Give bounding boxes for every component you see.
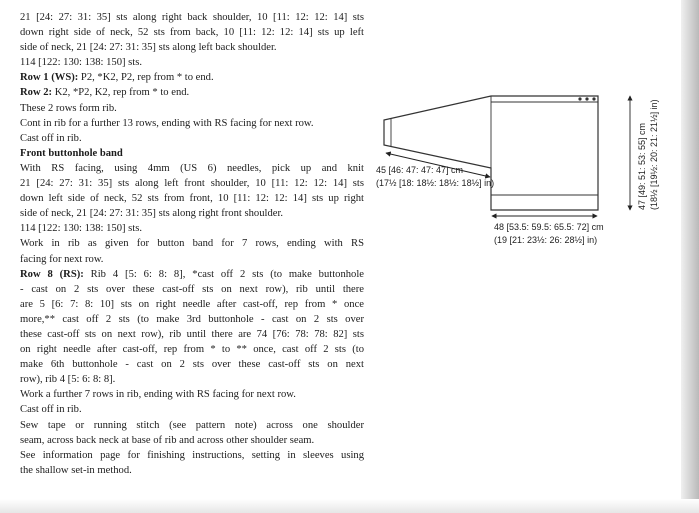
line-text: down right side of neck, 52 sts from back, 10 [11: 12: 12: 14] sts up left xyxy=(20,27,364,39)
pattern-line xyxy=(20,131,364,146)
pattern-line xyxy=(20,161,364,176)
width-in: (19 [21: 23½: 26: 28½] in) xyxy=(494,235,598,245)
line-text: K2, *P2, K2, rep from * to end. xyxy=(54,87,190,99)
pattern-line xyxy=(20,191,364,206)
sleeve-length-in: (17½ [18: 18½: 18½: 18½] in) xyxy=(376,178,495,188)
line-text: make 6th buttonhole - cast on 2 sts over these cast-off sts on next xyxy=(20,359,364,371)
line-text: row), rib 4 [5: 6: 8: 8]. xyxy=(20,374,116,386)
pattern-line xyxy=(20,463,364,478)
pattern-line xyxy=(20,418,364,433)
line-text: See information page for finishing instructions, setting in sleeves using xyxy=(20,449,364,461)
line-text: seam, across back neck at base of rib and across other shoulder seam. xyxy=(20,434,315,446)
line-text: side of neck, 21 [24: 27: 31: 35] sts along left back shoulder. xyxy=(20,42,277,54)
length-cm: 47 [49: 51: 53: 55] cm xyxy=(637,122,647,210)
line-text: 21 [24: 27: 31: 35] sts along right back shoulder, 10 [11: 12: 12: 14] sts xyxy=(20,12,364,23)
pattern-line xyxy=(20,10,364,25)
pattern-line xyxy=(20,25,364,40)
line-text: the shallow set-in method. xyxy=(20,464,132,476)
line-text: Sew tape or running stitch (see pattern note) across one shoulder xyxy=(20,419,364,431)
line-text: 114 [122: 130: 138: 150] sts. xyxy=(20,223,143,235)
pattern-line xyxy=(20,327,364,342)
pattern-line xyxy=(20,221,364,236)
line-text: Front buttonhole band xyxy=(20,147,123,159)
pattern-line xyxy=(20,267,364,282)
line-text: Rib 4 [5: 6: 8: 8], *cast off 2 sts (to make buttonhole xyxy=(90,268,365,280)
pattern-line xyxy=(20,312,364,327)
garment-schematic xyxy=(366,80,676,260)
page-gutter-shadow xyxy=(681,0,699,513)
pattern-line xyxy=(20,236,364,251)
pattern-line xyxy=(20,55,364,70)
line-text: down left side of neck, 52 sts from front, 10 [11: 12: 12: 14] sts up right xyxy=(20,193,364,205)
pattern-line xyxy=(20,101,364,116)
line-text: Cast off in rib. xyxy=(20,404,82,416)
pattern-line xyxy=(20,433,364,448)
shoulder-button-icon xyxy=(585,97,588,100)
pattern-line xyxy=(20,448,364,463)
line-text: 21 [24: 27: 31: 35] sts along left front shoulder, 10 [11: 12: 12: 14] sts xyxy=(20,178,364,190)
pattern-line xyxy=(20,342,364,357)
pattern-instructions xyxy=(20,10,364,478)
line-text: Cast off in rib. xyxy=(20,132,82,144)
line-text: Cont in rib for a further 13 rows, ending with RS facing for next row. xyxy=(20,117,314,129)
pattern-line xyxy=(20,252,364,267)
line-text: These 2 rows form rib. xyxy=(20,102,117,114)
line-text: P2, *K2, P2, rep from * to end. xyxy=(80,72,214,84)
section-heading xyxy=(20,146,364,161)
pattern-line xyxy=(20,85,364,100)
pattern-line xyxy=(20,297,364,312)
pattern-line xyxy=(20,70,364,85)
pattern-line xyxy=(20,372,364,387)
pattern-line xyxy=(20,282,364,297)
row-label: Row 8 (RS): xyxy=(20,268,91,280)
pattern-line xyxy=(20,402,364,417)
pattern-line xyxy=(20,387,364,402)
line-text: these cast-off sts on next row), rib until there are 74 [76: 78: 78: 82] sts xyxy=(20,328,364,340)
pattern-line xyxy=(20,176,364,191)
pattern-line xyxy=(20,40,364,55)
length-in: (18½ [19½: 20: 21: 21½] in) xyxy=(649,99,659,210)
line-text: Work a further 7 rows in rib, ending with RS facing for next row. xyxy=(20,389,296,401)
shoulder-button-icon xyxy=(592,97,595,100)
pattern-line xyxy=(20,116,364,131)
shoulder-button-icon xyxy=(578,97,581,100)
line-text: Work in rib as given for button band for 7 rows, ending with RS xyxy=(20,238,364,250)
pattern-line xyxy=(20,206,364,221)
line-text: side of neck, 21 [24: 27: 31: 35] sts along right front shoulder. xyxy=(20,208,284,220)
line-text: on right needle after cast-off, rep from * to ** once, cast off 2 sts (to xyxy=(20,344,364,356)
line-text: facing for next row. xyxy=(20,253,104,265)
row-label: Row 1 (WS): xyxy=(20,72,81,84)
pattern-line xyxy=(20,357,364,372)
width-cm: 48 [53.5: 59.5: 65.5: 72] cm xyxy=(494,222,604,232)
line-text: - cast on 2 sts over these cast-off sts on next row), rib until there xyxy=(20,283,364,295)
line-text: With RS facing, using 4mm (US 6) needles, pick up and knit xyxy=(20,162,364,174)
sleeve-length-cm: 45 [46: 47: 47: 47] cm xyxy=(376,165,464,175)
row-label: Row 2: xyxy=(20,87,55,99)
page-bottom-edge xyxy=(0,499,699,513)
line-text: 114 [122: 130: 138: 150] sts. xyxy=(20,57,143,69)
line-text: more,** cast off 2 sts (to make 3rd buttonhole - cast on 2 sts over xyxy=(20,313,364,325)
line-text: are 5 [6: 7: 8: 10] sts on right needle after cast-off, rep from * once xyxy=(20,298,364,310)
